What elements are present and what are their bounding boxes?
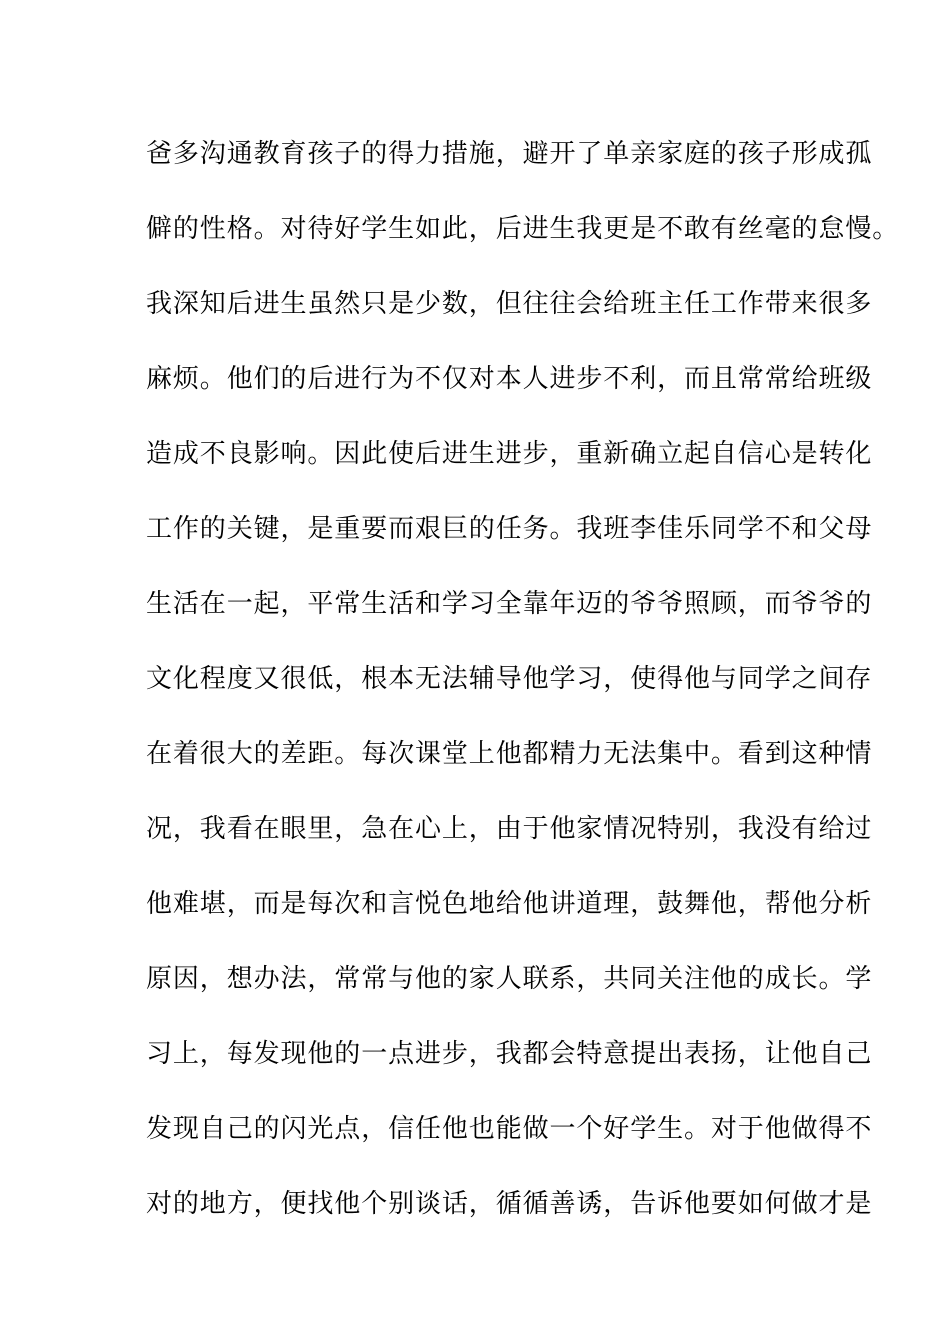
text-line: 造成不良影响。因此使后进生进步，重新确立起自信心是转化	[146, 439, 873, 469]
text-line: 习上，每发现他的一点进步，我都会特意提出表扬，让他自己	[146, 1039, 873, 1069]
text-line: 我深知后进生虽然只是少数，但往往会给班主任工作带来很多	[146, 289, 873, 319]
text-line: 原因，想办法，常常与他的家人联系，共同关注他的成长。学	[146, 964, 873, 994]
text-line: 对的地方，便找他个别谈话，循循善诱，告诉他要如何做才是	[146, 1189, 873, 1219]
text-line: 发现自己的闪光点，信任他也能做一个好学生。对于他做得不	[146, 1114, 873, 1144]
text-line: 工作的关键，是重要而艰巨的任务。我班李佳乐同学不和父母	[146, 514, 873, 544]
text-line: 在着很大的差距。每次课堂上他都精力无法集中。看到这种情	[146, 739, 873, 769]
body-text	[146, 132, 900, 1257]
text-line: 生活在一起，平常生活和学习全靠年迈的爷爷照顾，而爷爷的	[146, 589, 873, 619]
text-line: 僻的性格。对待好学生如此，后进生我更是不敢有丝毫的怠慢。	[146, 214, 900, 244]
text-line: 文化程度又很低，根本无法辅导他学习，使得他与同学之间存	[146, 664, 873, 694]
text-line: 麻烦。他们的后进行为不仅对本人进步不利，而且常常给班级	[146, 364, 873, 394]
text-line: 爸多沟通教育孩子的得力措施，避开了单亲家庭的孩子形成孤	[146, 139, 873, 169]
text-line: 况，我看在眼里，急在心上，由于他家情况特别，我没有给过	[146, 814, 873, 844]
text-line: 他难堪，而是每次和言悦色地给他讲道理，鼓舞他，帮他分析	[146, 889, 873, 919]
